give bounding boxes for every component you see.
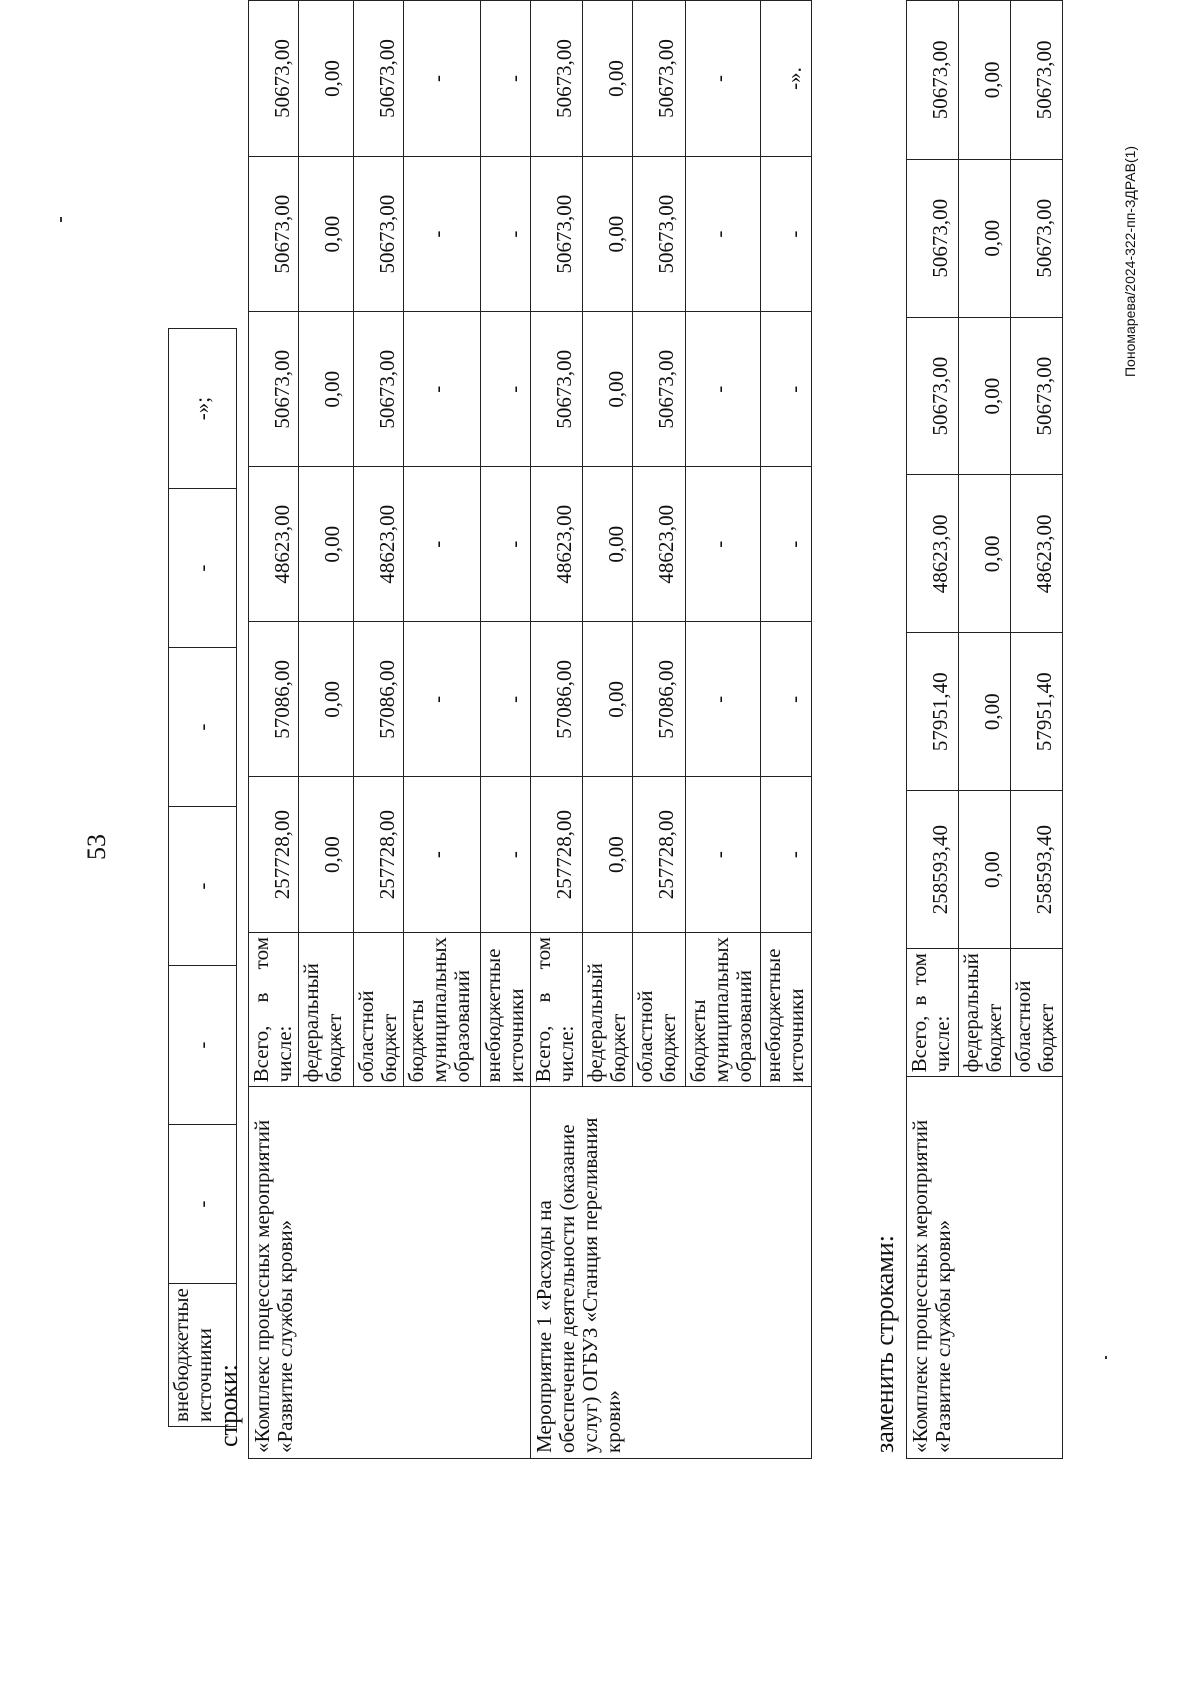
scan-speck <box>1105 1356 1107 1359</box>
source-cell: областной бюджет <box>354 933 404 1087</box>
value-cell: 0,00 <box>583 622 633 777</box>
value-cell: 57086,00 <box>633 622 686 777</box>
source-cell: областной бюджет <box>633 933 686 1087</box>
value-cell: 50673,00 <box>531 1 583 157</box>
footer-note: Пономарева/2024-322-пп-ЗДРАВ(1) <box>1122 145 1138 377</box>
value-cell: - <box>761 777 812 933</box>
value-cell: 0,00 <box>583 777 633 933</box>
value-cell: 57951,40 <box>1011 633 1063 791</box>
value-cell: 50673,00 <box>907 1 959 160</box>
value-cell: 0,00 <box>583 157 633 312</box>
value-cell: 0,00 <box>959 791 1011 949</box>
value-cell: - <box>169 1125 237 1284</box>
source-cell: областной бюджет <box>1011 949 1063 1077</box>
source-cell: внебюджетные источники <box>481 933 531 1087</box>
value-cell: - <box>169 807 237 966</box>
value-cell: - <box>686 157 761 312</box>
source-cell: внебюджетные источники <box>761 933 812 1087</box>
value-cell: - <box>169 489 237 648</box>
value-cell: 50673,00 <box>249 1 299 157</box>
value-cell: 0,00 <box>583 467 633 622</box>
value-cell: 257728,00 <box>531 777 583 933</box>
value-cell: - <box>169 648 237 807</box>
source-cell: Всего, в том числе: <box>907 949 959 1077</box>
value-cell: 57086,00 <box>354 622 404 777</box>
value-cell: 0,00 <box>299 312 354 467</box>
value-cell: - <box>404 777 481 933</box>
value-cell: 0,00 <box>959 317 1011 475</box>
value-cell: - <box>404 157 481 312</box>
value-cell: 0,00 <box>299 622 354 777</box>
table-row <box>907 1 959 1459</box>
value-cell: - <box>404 312 481 467</box>
value-cell: 50673,00 <box>907 159 959 317</box>
value-cell: 48623,00 <box>633 467 686 622</box>
value-cell: 0,00 <box>299 777 354 933</box>
value-cell: - <box>686 312 761 467</box>
complex-title-cell: «Комплекс процессных мероприятий «Развитие службы крови» <box>249 1087 531 1459</box>
value-cell: 50673,00 <box>249 312 299 467</box>
complex-title-cell: «Комплекс процессных мероприятий «Развитие службы крови» <box>907 1077 1063 1459</box>
value-cell: 0,00 <box>959 159 1011 317</box>
source-cell: бюджеты муниципальных образований <box>686 933 761 1087</box>
value-cell: 48623,00 <box>531 467 583 622</box>
value-cell: 50673,00 <box>354 1 404 157</box>
value-cell: - <box>761 467 812 622</box>
value-cell: 50673,00 <box>633 312 686 467</box>
value-cell: 48623,00 <box>354 467 404 622</box>
value-cell: 50673,00 <box>633 1 686 157</box>
value-cell: - <box>481 157 531 312</box>
section-label-replace: заменить строками: <box>870 1235 899 1453</box>
table-row <box>531 1 583 1459</box>
value-cell: 48623,00 <box>249 467 299 622</box>
table-top-fragment <box>168 328 237 1427</box>
source-cell: федеральный бюджет <box>583 933 633 1087</box>
value-cell: -»; <box>169 329 237 489</box>
value-cell: - <box>404 622 481 777</box>
value-cell: - <box>481 777 531 933</box>
value-cell: 258593,40 <box>907 791 959 949</box>
value-cell: - <box>404 1 481 157</box>
value-cell: - <box>686 1 761 157</box>
page-number: 53 <box>82 834 111 860</box>
value-cell: -». <box>761 1 812 157</box>
table-row <box>169 329 237 1427</box>
value-cell: 50673,00 <box>633 157 686 312</box>
scan-speck <box>60 217 62 222</box>
value-cell: - <box>761 157 812 312</box>
value-cell: - <box>686 622 761 777</box>
value-cell: 57086,00 <box>249 622 299 777</box>
value-cell: - <box>686 777 761 933</box>
source-cell: внебюджетные источники <box>169 1284 237 1427</box>
value-cell: - <box>686 467 761 622</box>
value-cell: 257728,00 <box>354 777 404 933</box>
value-cell: 0,00 <box>959 1 1011 160</box>
value-cell: 0,00 <box>299 1 354 157</box>
value-cell: 50673,00 <box>354 312 404 467</box>
value-cell: 258593,40 <box>1011 791 1063 949</box>
value-cell: 50673,00 <box>531 157 583 312</box>
value-cell: 48623,00 <box>907 475 959 633</box>
source-cell: бюджеты муниципальных образований <box>404 933 481 1087</box>
value-cell: - <box>481 312 531 467</box>
value-cell: 48623,00 <box>1011 475 1063 633</box>
value-cell: 50673,00 <box>1011 159 1063 317</box>
value-cell: 50673,00 <box>531 312 583 467</box>
value-cell: 0,00 <box>959 633 1011 791</box>
value-cell: - <box>761 622 812 777</box>
value-cell: - <box>169 966 237 1125</box>
table-new-lines <box>906 0 1063 1459</box>
source-cell: Всего, в том числе: <box>531 933 583 1087</box>
section-label-lines: строки: <box>214 1364 243 1447</box>
value-cell: 50673,00 <box>1011 317 1063 475</box>
value-cell: - <box>481 622 531 777</box>
value-cell: 0,00 <box>299 467 354 622</box>
value-cell: 0,00 <box>583 1 633 157</box>
value-cell: 0,00 <box>299 157 354 312</box>
event-title-cell: Мероприятие 1 «Расходы на обеспечение деятельности (оказание услуг) ОГБУЗ «Станция переливания крови» <box>531 1087 812 1459</box>
value-cell: 0,00 <box>583 312 633 467</box>
source-cell: федеральный бюджет <box>959 949 1011 1077</box>
value-cell: 50673,00 <box>249 157 299 312</box>
table-old-lines <box>248 0 812 1459</box>
value-cell: 57951,40 <box>907 633 959 791</box>
value-cell: 0,00 <box>959 475 1011 633</box>
value-cell: - <box>481 1 531 157</box>
value-cell: - <box>481 467 531 622</box>
value-cell: 57086,00 <box>531 622 583 777</box>
value-cell: 257728,00 <box>633 777 686 933</box>
source-cell: федеральный бюджет <box>299 933 354 1087</box>
value-cell: - <box>761 312 812 467</box>
value-cell: - <box>404 467 481 622</box>
value-cell: 50673,00 <box>907 317 959 475</box>
value-cell: 257728,00 <box>249 777 299 933</box>
value-cell: 50673,00 <box>354 157 404 312</box>
value-cell: 50673,00 <box>1011 1 1063 160</box>
source-cell: Всего, в том числе: <box>249 933 299 1087</box>
table-row <box>249 1 299 1459</box>
